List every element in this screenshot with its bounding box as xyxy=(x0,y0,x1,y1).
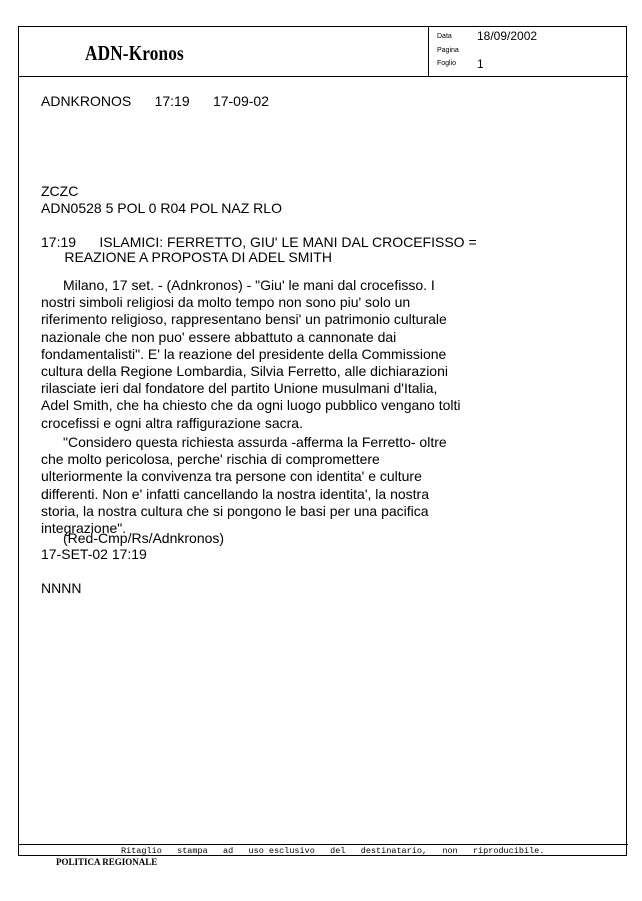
signature: (Red-Cmp/Rs/Adnkronos) xyxy=(63,530,225,546)
publication-logo: ADN-Kronos xyxy=(85,41,184,65)
headline-line-2: REAZIONE A PROPOSTA DI ADEL SMITH xyxy=(41,249,332,265)
data-label: Data xyxy=(437,33,452,40)
story-code: ADN0528 5 POL 0 R04 POL NAZ RLO xyxy=(41,200,282,216)
header-meta-box xyxy=(429,27,628,77)
document-frame xyxy=(18,26,627,856)
timestamp: 17-SET-02 17:19 xyxy=(41,546,147,562)
headline-line-1: 17:19 ISLAMICI: FERRETTO, GIU' LE MANI DAL CROCEFISSO = xyxy=(41,234,477,250)
pagina-label: Pagina xyxy=(437,47,459,54)
disclaimer-text: Ritaglio stampa ad uso esclusivo del destinatario, non riproducibile. xyxy=(121,846,545,856)
foglio-value: 1 xyxy=(477,57,484,71)
paragraph-2: "Considero questa richiesta assurda -afferma la Ferretto- oltre che molto pericolosa, perche' rischia di compromettere ulteriormente la convivenza tra persone con identita' e culture differenti. Non e' infatti cancellando la nostra identita', la nostra storia, la nostra cultura che si pongono le basi per una pacifica integrazione". xyxy=(41,434,447,537)
paragraph-1: Milano, 17 set. - (Adnkronos) - "Giu' le mani dal crocefisso. I nostri simboli religiosi da molto tempo non sono piu' solo un riferimento religioso, rappresentano bensi' un patrimonio culturale nazionale che non puo' essere abbattuto a cannonate dai fondamentalisti". E' la reazione del presidente della Commissione cultura della Regione Lombardia, Silvia Ferretto, alle dichiarazioni rilasciate ieri dal fondatore del partito Unione musulmani d'Italia, Adel Smith, che ha chiesto che da ogni luogo pubblico vengano tolti crocefissi e ogni altra raffigurazione sacra. xyxy=(41,277,461,431)
disclaimer-bar xyxy=(19,844,628,857)
data-value: 18/09/2002 xyxy=(477,29,538,43)
transmission-code: ZCZC xyxy=(41,183,79,199)
foglio-label: Foglio xyxy=(437,60,457,67)
header-logo-box xyxy=(19,27,429,77)
section-label: POLITICA REGIONALE xyxy=(56,857,158,867)
end-code: NNNN xyxy=(41,580,82,596)
dateline: ADNKRONOS 17:19 17-09-02 xyxy=(41,93,269,109)
